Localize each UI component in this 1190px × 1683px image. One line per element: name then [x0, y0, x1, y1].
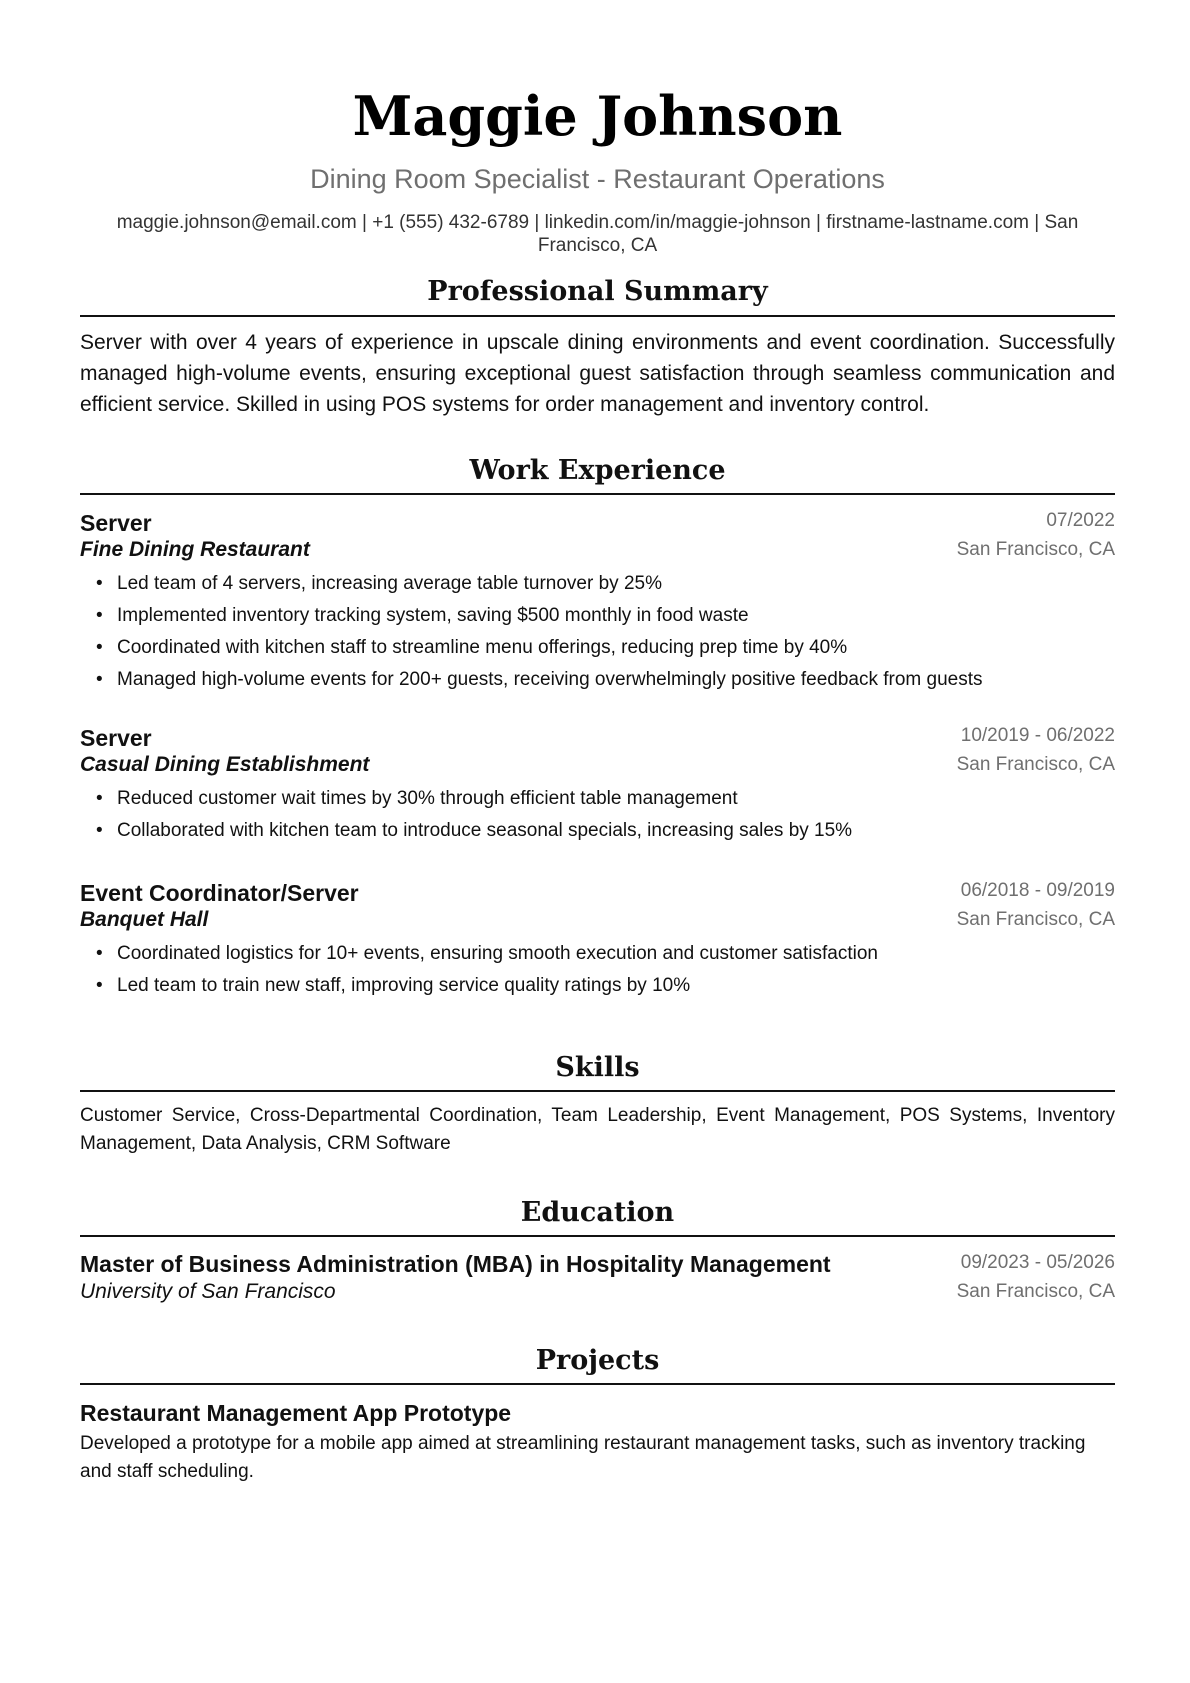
job-date: 10/2019 - 06/2022	[960, 725, 1115, 746]
section-divider	[80, 1235, 1115, 1237]
section-divider	[80, 1383, 1115, 1385]
list-item: • Coordinated with kitchen staff to streamline menu offerings, reducing prep time by 40%	[80, 632, 1115, 664]
skills-text: Customer Service, Cross-Departmental Coordination, Team Leadership, Event Management, POS Systems, Inventory Management, Data Analysis, CRM Software	[80, 1105, 1115, 1154]
section-title-experience: Work Experience	[469, 455, 726, 486]
section-divider	[80, 1090, 1115, 1092]
job-bullets	[80, 783, 1115, 847]
job-date: 07/2022	[1046, 510, 1115, 531]
section-divider	[80, 493, 1115, 495]
section-title-skills: Skills	[555, 1052, 640, 1083]
list-item: • Implemented inventory tracking system, saving $500 monthly in food waste	[80, 600, 1115, 632]
section-title-education: Education	[520, 1197, 675, 1228]
summary-text: Server with over 4 years of experience in upscale dining environments and event coordination. Successfully managed high-volume events, ensuring exceptional guest satisfaction through seamless communication and efficient service. Skilled in using POS systems for order management and inventory control.	[80, 331, 1115, 416]
candidate-headline: Dining Room Specialist - Restaurant Operations	[310, 164, 885, 194]
job-date: 06/2018 - 09/2019	[960, 880, 1115, 901]
education-location: San Francisco, CA	[956, 1281, 1115, 1302]
education-school: University of San Francisco	[80, 1280, 336, 1303]
list-item: • Coordinated logistics for 10+ events, ensuring smooth execution and customer satisfaction	[80, 938, 1115, 970]
section-title-summary: Professional Summary	[427, 276, 768, 307]
job-company: Casual Dining Establishment	[80, 753, 370, 776]
job-company: Banquet Hall	[80, 908, 209, 931]
job-title: Event Coordinator/Server	[80, 880, 359, 906]
list-item: • Managed high-volume events for 200+ guests, receiving overwhelmingly positive feedback from guests	[80, 664, 1115, 696]
job-location: San Francisco, CA	[956, 909, 1115, 930]
job-bullets	[80, 568, 1115, 696]
education-date: 09/2023 - 05/2026	[960, 1252, 1115, 1273]
project-description: Developed a prototype for a mobile app aimed at streamlining restaurant management tasks, such as inventory tracking and staff scheduling.	[80, 1433, 1086, 1482]
candidate-name: Maggie Johnson	[352, 84, 843, 148]
list-item: • Collaborated with kitchen team to introduce seasonal specials, increasing sales by 15%	[80, 815, 1115, 847]
job-bullets	[80, 938, 1115, 1002]
project-title: Restaurant Management App Prototype	[80, 1400, 512, 1426]
section-divider	[80, 315, 1115, 317]
job-location: San Francisco, CA	[956, 539, 1115, 560]
job-company: Fine Dining Restaurant	[80, 538, 310, 561]
contact-line: maggie.johnson@email.com | +1 (555) 432-6789 | linkedin.com/in/maggie-johnson | firstname-lastname.com | San Francisco, CA	[116, 212, 1079, 256]
job-location: San Francisco, CA	[956, 754, 1115, 775]
job-title: Server	[80, 725, 152, 751]
list-item: • Led team to train new staff, improving service quality ratings by 10%	[80, 970, 1115, 1002]
section-title-projects: Projects	[535, 1345, 660, 1376]
job-title: Server	[80, 510, 152, 536]
education-degree: Master of Business Administration (MBA) in Hospitality Management	[80, 1251, 831, 1277]
list-item: • Reduced customer wait times by 30% through efficient table management	[80, 783, 1115, 815]
list-item: • Led team of 4 servers, increasing average table turnover by 25%	[80, 568, 1115, 600]
